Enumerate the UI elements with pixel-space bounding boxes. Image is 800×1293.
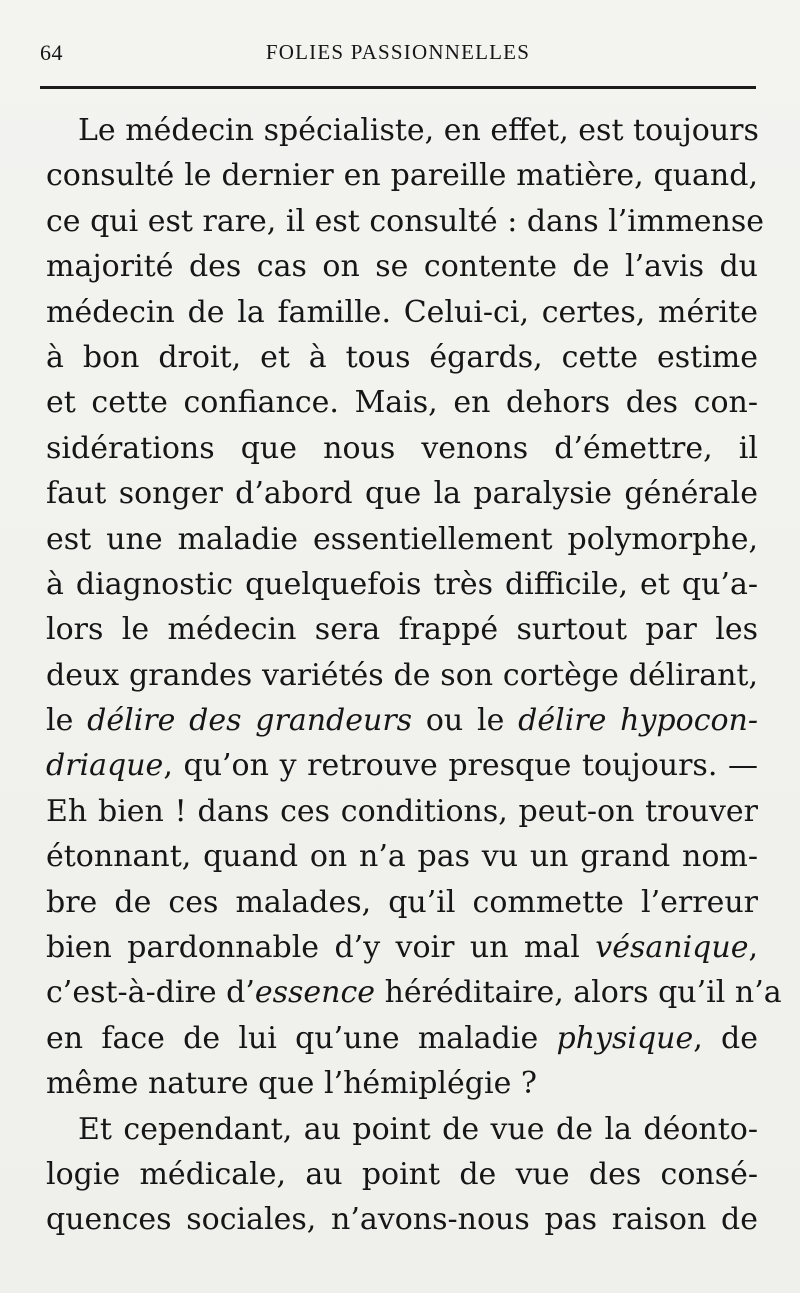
text-line: majorité des cas on se contente de l’avis du (46, 249, 758, 285)
text-line (46, 925, 758, 970)
text-run: le (46, 703, 88, 739)
text-line (46, 698, 758, 743)
text-line: étonnant, quand on n’a pas vu un grand nom- (46, 839, 758, 875)
italic-run: essence (254, 975, 376, 1011)
page-number: 64 (40, 40, 63, 65)
text-line: lors le médecin sera frappé surtout par les (46, 612, 758, 648)
text-line: consulté le dernier en pareille matière, quand, (46, 158, 758, 194)
page-header (40, 36, 756, 70)
text-run: ou le (412, 703, 519, 739)
text-line: bre de ces malades, qu’il commette l’erreur (46, 884, 758, 920)
italic-run: délire hypocon- (518, 703, 759, 739)
text-line: médecin de la famille. Celui-ci, certes, mérite (46, 294, 758, 330)
text-run: , qu’on y retrouve presque toujours. — (163, 748, 758, 784)
italic-run: délire des grandeurs (87, 703, 413, 739)
text-line: logie médicale, au point de vue des consé- (46, 1156, 758, 1192)
text-line: même nature que l’hémiplégie ? (46, 1066, 537, 1102)
text-line: sidérations que nous venons d’émettre, il (46, 430, 758, 466)
text-line: et cette confiance. Mais, en dehors des con- (46, 385, 758, 421)
text-line: quences sociales, n’avons-nous pas raison de (46, 1202, 758, 1238)
text-line: Le médecin spécialiste, en effet, est toujours (78, 113, 759, 148)
text-run: , de (693, 1020, 758, 1056)
text-line: Eh bien ! dans ces conditions, peut-on trouver (46, 793, 758, 829)
text-line (46, 970, 782, 1015)
text-line: faut songer d’abord que la paralysie générale (46, 476, 758, 512)
text-line (46, 1016, 758, 1061)
text-run: c’est-à-dire d’ (46, 975, 255, 1011)
text-line: est une maladie essentiellement polymorphe, (46, 521, 758, 557)
text-line: à bon droit, et à tous égards, cette estime (46, 339, 758, 375)
text-line: à diagnostic quelquefois très difficile, et qu’a- (46, 566, 758, 602)
text-run: , (748, 930, 758, 966)
italic-run: physique (556, 1020, 694, 1056)
text-line (46, 743, 758, 788)
text-line: Et cependant, au point de vue de la déonto- (78, 1111, 758, 1147)
text-run: en face de lui qu’une maladie (46, 1020, 557, 1056)
text-run: héréditaire, alors qu’il n’a (375, 975, 782, 1011)
body-text (46, 108, 782, 1243)
running-title: FOLIES PASSIONNELLES (265, 40, 531, 64)
header-rule (40, 86, 756, 89)
text-line: ce qui est rare, il est consulté : dans l’immense (46, 203, 765, 239)
italic-run: vésanique (595, 930, 749, 966)
italic-run: driaque (46, 748, 164, 784)
text-run: bien pardonnable d’y voir un mal (46, 930, 596, 966)
text-line: deux grandes variétés de son cortège délirant, (46, 657, 758, 693)
